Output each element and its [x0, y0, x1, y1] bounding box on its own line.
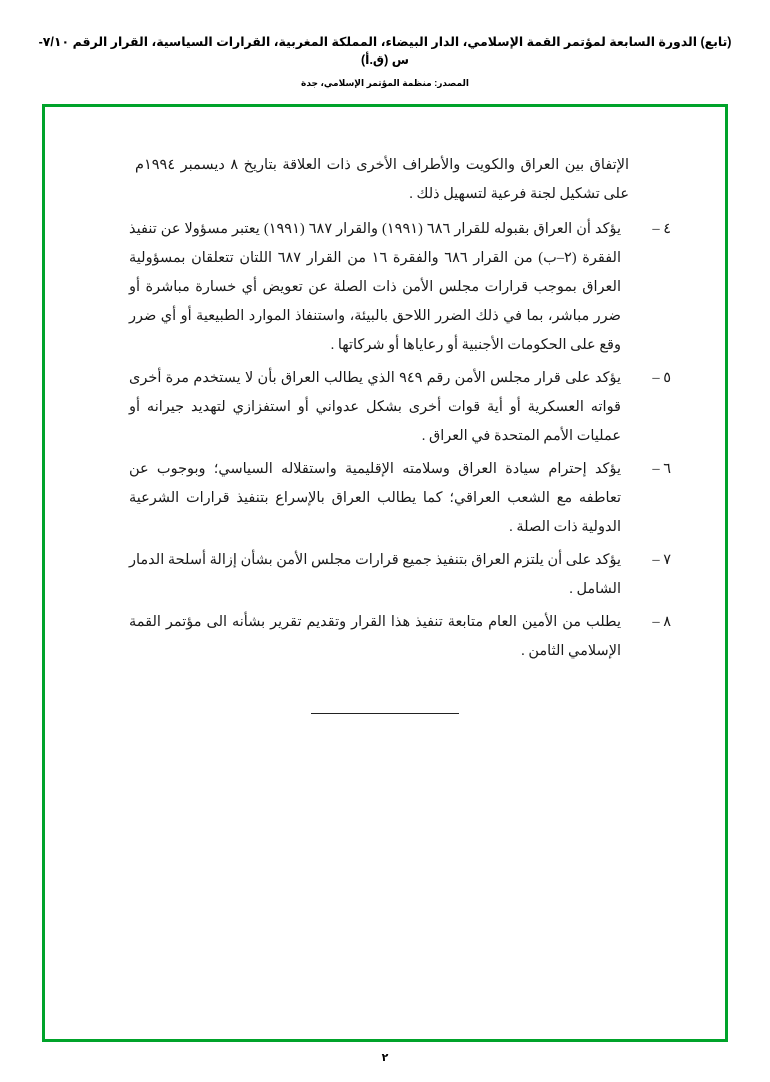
- page-header: [0, 34, 770, 89]
- clause-item: [99, 608, 671, 666]
- clause-text: يؤكد على قرار مجلس الأمن رقم ٩٤٩ الذي يطالب العراق بأن لا يستخدم مرة أخرى قواته العسكرية أو أية قوات أخرى بشكل عدواني أو استفزازي لتهديد جيرانه أو عمليات الأمم المتحدة في العراق .: [129, 370, 621, 444]
- clause-number: ٤ –: [652, 221, 671, 237]
- clause-text: يطلب من الأمين العام متابعة تنفيذ هذا القرار وتقديم تقرير بشأنه الى مؤتمر القمة الإسلامي الثامن .: [129, 614, 621, 659]
- clause-number: ٧ –: [652, 552, 671, 568]
- section-divider: [99, 696, 671, 725]
- clause-item: [99, 364, 671, 451]
- document-body: [45, 107, 725, 1039]
- clause-item: [99, 455, 671, 542]
- header-source: المصدر: منظمة المؤتمر الإسلامي، جدة: [301, 78, 469, 88]
- divider-line: [311, 713, 459, 714]
- page-number: ٢: [381, 1052, 389, 1064]
- clause-item: [99, 546, 671, 604]
- resolution-text: [99, 151, 671, 725]
- clause-text: يؤكد إحترام سيادة العراق وسلامته الإقليمية واستقلاله السياسي؛ وبوجوب عن تعاطفه مع الشعب العراقي؛ كما يطالب العراق بالإسراع بتنفيذ قرارات الشرعية الدولية ذات الصلة .: [129, 461, 621, 535]
- clause-number: ٦ –: [652, 461, 671, 477]
- clause-item: [99, 215, 671, 360]
- header-title: (تابع) الدورة السابعة لمؤتمر القمة الإسلامي، الدار البيضاء، المملكة المغربية، القرارات السياسية، القرار الرقم ٧/١٠-س (ق.أ): [38, 35, 732, 67]
- clause-text: يؤكد أن العراق بقبوله للقرار ٦٨٦ (١٩٩١) والقرار ٦٨٧ (١٩٩١) يعتبر مسؤولا عن تنفيذ الفقرة (٢–ب) من القرار ٦٨٦ والفقرة ١٦ من القرار ٦٨٧ اللتان تتعلقان بمسؤولية العراق بموجب قرارات مجلس الأمن ذات الصلة عن تعويض أي خسارة مباشرة أو ضرر مباشر، بما في ذلك الضرر اللاحق بالبيئة، واستنفاذ الموارد الطبيعية أو أي ضرر وقع على الحكومات الأجنبية أو رعاياها أو شركاتها .: [129, 221, 621, 353]
- page-footer: [0, 1051, 770, 1064]
- clause-number: ٨ –: [652, 614, 671, 630]
- clause-number: ٥ –: [652, 370, 671, 386]
- clause-text: يؤكد على أن يلتزم العراق بتنفيذ جميع قرارات مجلس الأمن بشأن إزالة أسلحة الدمار الشامل .: [129, 552, 622, 597]
- green-border-frame: [42, 104, 728, 1042]
- intro-paragraph: الإتفاق بين العراق والكويت والأطراف الأخرى ذات العلاقة بتاريخ ٨ ديسمبر ١٩٩٤م على تشكيل لجنة فرعية لتسهيل ذلك .: [135, 157, 630, 202]
